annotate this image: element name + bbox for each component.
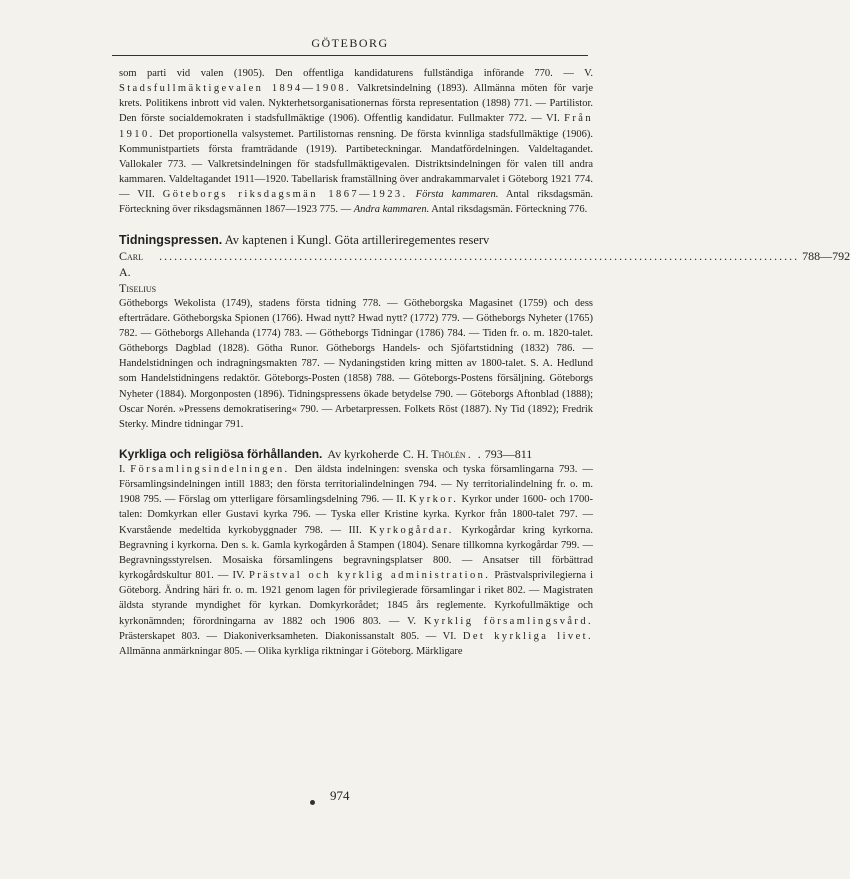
body-text: Prästerskapet 803. — Diakoniverksamheten. Diakonissanstalt 805. — VI. <box>119 630 463 642</box>
body-text: Prästvalsprivilegierna i Göteborg. Ändring häri fr. o. m. 1921 genom lagen för privilegierade församlingar i riket 802. — Magistraten äldsta styrande myndighet för kyrkan. Domkyrkorådet; 1845 års reglemente. Kyrkofullmäktige och kyrkonämnden; förordningarna av 1882 och 1906 803. — V. <box>119 570 593 627</box>
body-text: Allmänna anmärkningar 805. — Olika kyrkliga riktningar i Göteborg. Märkligare <box>119 645 463 657</box>
body-spaced-heading: Det kyrkliga livet. <box>462 630 593 642</box>
section-title: Kyrkliga och religiösa förhållanden. <box>119 446 323 461</box>
body-text: Kyrkor under 1600- och 1700-talen: Domkyrkan eller Gustavi kyrka 796. — Tyska eller Kristine kyrka. Kyrkor från 1800-talet 797. — Kvarstående medeltida kyrkobyggnader 798. — III. <box>119 494 593 536</box>
section-heading-tidningspressen <box>119 232 593 248</box>
section-title: Tidningspressen. <box>119 232 223 247</box>
leader-dots: ................................................................................................................................ <box>159 248 800 263</box>
section-author: Carl A. Tiselius <box>119 248 157 295</box>
intro-italic: Andra kammaren. <box>353 204 430 216</box>
body-text: Den äldsta indelningen: svenska och tyska församlingarna 793. — Församlingsindelningen intill 1883; den första territorialindelningen 794. — Ny territorialindelning fr. o. m. 1908 795. — Förslag om ytterligare församlingsdelning 796. — II. <box>119 463 593 506</box>
intro-text: Det proportionella valsystemet. Partilistornas rensning. De första kvinnliga stadsfullmäktige (1906). Kommunistpartiets första framträdande (1919). Partibeteckningar. Mandatfördelningen. Valdeltagandet. Vallokaler 773. — Valkretsindelningen för stadsfullmäktigevalen. Distriktsindelningen för valen till andra kammaren. Valdeltagandet 1911—1920. Tabellarisk framställning över andrakammarvalet i Göteborg 1921 774. — VII. <box>119 128 593 201</box>
page-content <box>119 66 850 659</box>
leader-dots: . . <box>467 446 483 461</box>
intro-italic: Första kammaren. <box>415 189 499 201</box>
running-header: GÖTEBORG <box>311 36 389 50</box>
section-body-kyrkliga <box>119 462 593 659</box>
section-page-range: 788—792 <box>802 248 850 263</box>
intro-text: Antal riksdagsmän. Förteckning 776. <box>429 204 588 216</box>
body-spaced-heading: Kyrklig församlingsvård. <box>423 615 593 627</box>
body-spaced-heading: Församlingsindelningen. <box>130 463 290 475</box>
page-number: 974 <box>330 788 350 803</box>
body-text: I. <box>119 463 131 475</box>
intro-text: som parti vid valen (1905). Den offentliga kandidaturens fullständiga införande 770. — V. <box>119 68 593 79</box>
section-subtitle: Av kyrkoherde <box>327 446 399 461</box>
section-heading-kyrkliga <box>119 446 613 462</box>
intro-text <box>408 189 416 200</box>
intro-spaced-heading: Stadsfullmäktigevalen 1894—1908. <box>119 83 352 95</box>
intro-paragraph <box>119 66 593 218</box>
body-spaced-heading: Kyrkor. <box>409 494 459 506</box>
body-spaced-heading: Prästval och kyrklig administration. <box>248 570 491 582</box>
section-author-line <box>119 248 850 296</box>
section-body-tidningspressen: Götheborgs Wekolista (1749), stadens första tidning 778. — Götheborgska Magasinet (1759) och dess efterträdare. Götheborgska Spionen (1766). Hwad nytt? Hwad nytt? (1772) 779. — Götheborgs Nyheter (1765) 782. — Götheborgs Allehanda (1774) 783. — Götheborgs Tidningar (1786) 784. — Tiden fr. o. m. 1820-talet. Götheborgs Dagblad (1828). Götha Runor. Götheborgs Handels- och Sjöfartstidning (1832) 786. — Handelstidningen och indragningsmakten 787. — Nydaningstiden kring mitten av 1800-talet. S. A. Hedlund som Handelstidningens redaktör. Göteborgs-Posten (1858) 788. — Göteborgs-Postens försäljning. Göteborgs Nyheter (1884). Morgonposten (1896). Tidningspressens ökade betydelse 790. — Göteborgs Aftonblad (1888); Oscar Norén. »Pressens demokratisering« 790. — Arbetarpressen. Folkets Röst (1887). Ny Tid (1892); Fredrik Sterky. Mindre tidningar 791. <box>119 297 593 430</box>
section-author: C. H. Thölén <box>402 446 466 461</box>
header-rule <box>112 55 588 56</box>
intro-spaced-heading: Göteborgs riksdagsmän 1867—1923. <box>162 189 408 201</box>
page-dot-mark <box>310 800 315 805</box>
intro-text: Valkretsindelning (1893). Allmänna möten för varje krets. Politikens inbrott vid valen. Nykterhetsorganisationernas första representation (1898) 771. — Partilistor. Den förste socialdemokraten i stadsfullmäktige (1906). Offentlig kandidatur. Fullmakter 772. — VI. <box>119 83 594 125</box>
body-text: Kyrkogårdar kring kyrkorna. Begravning i kyrkorna. Den s. k. Gamla kyrkogården å Stampen (1804). Senare tillkomna kyrkogårdar 799. — Begravningsstyrelsen. Mosaiska församlingens begravningsplatser 800. — Ansatser till förbättrad kyrkogårdskultur 801. — IV. <box>119 524 593 582</box>
section-page-range: 793—811 <box>484 446 533 461</box>
body-spaced-heading: Kyrkogårdar. <box>369 524 454 536</box>
section-subtitle: Av kaptenen i Kungl. Göta artilleriregementes reserv <box>224 232 490 247</box>
intro-text: Antal riksdagsmän. Förteckning över riksdagsmännen 1867—1923 775. — <box>119 189 594 216</box>
intro-spaced-heading: Från 1910. <box>119 113 593 140</box>
